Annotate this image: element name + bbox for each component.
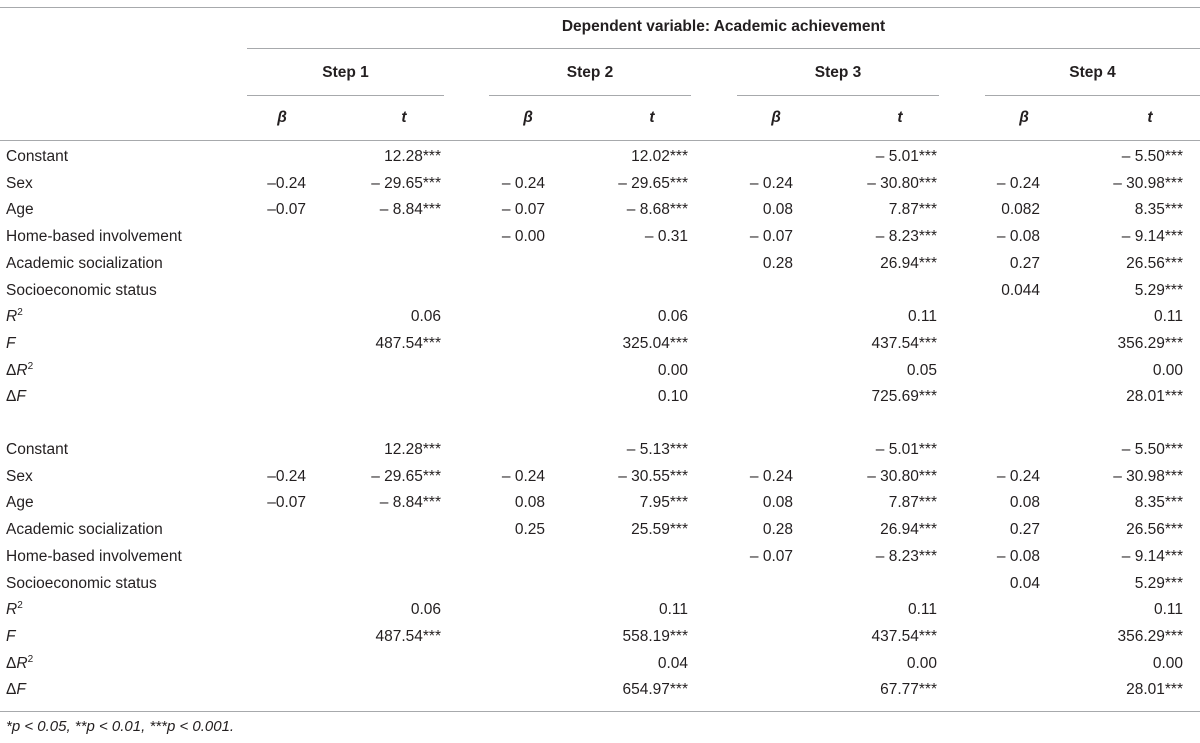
beta-value-cell: 0.08 — [1009, 494, 1040, 512]
beta-header: β — [277, 109, 287, 126]
t-value-cell: – 8.84*** — [379, 201, 441, 219]
row-label: Age — [6, 201, 34, 219]
t-value-cell: 28.01*** — [1126, 681, 1183, 699]
beta-header: β — [1019, 109, 1029, 126]
step-1-header: Step 1 — [322, 64, 369, 81]
row-label: ΔF — [6, 388, 26, 406]
t-value-cell: – 0.31 — [644, 228, 688, 246]
step-3-header: Step 3 — [814, 64, 862, 81]
row-label: F — [6, 334, 16, 352]
row-label: $R^2$ — [6, 307, 23, 326]
beta-value-cell: – 0.24 — [501, 467, 545, 485]
significance-footnote: *p < 0.05, **p < 0.01, ***p < 0.001. — [6, 718, 235, 735]
t-value-cell: 0.11 — [1153, 308, 1183, 326]
row-label: $\Delta R^2$ — [6, 360, 34, 379]
t-header: t — [401, 109, 407, 126]
beta-value-cell: 0.27 — [1009, 254, 1040, 272]
row-label: Sex — [6, 174, 33, 192]
t-value-cell: – 5.50*** — [1121, 441, 1183, 458]
t-value-cell: 0.06 — [410, 308, 441, 326]
beta-value-cell: – 0.24 — [996, 174, 1040, 192]
beta-header: β — [771, 109, 781, 126]
beta-value-cell: – 0.00 — [501, 228, 545, 246]
t-value-cell: – 8.84*** — [379, 494, 441, 512]
t-value-cell: 0.00 — [1152, 361, 1183, 379]
step1-underline — [247, 95, 444, 96]
t-value-cell: 67.77*** — [880, 681, 937, 699]
beta-value-cell: 0.25 — [514, 521, 545, 539]
t-value-cell: – 30.80*** — [867, 174, 937, 192]
t-value-cell: 0.06 — [657, 308, 688, 326]
t-value-cell: – 29.65*** — [371, 467, 441, 485]
step-4-header: Step 4 — [1069, 64, 1116, 81]
top-rule — [0, 7, 1200, 8]
t-value-cell: – 29.65*** — [618, 174, 688, 192]
step-2-header: Step 2 — [566, 64, 614, 81]
t-value-cell: 12.28*** — [384, 148, 441, 165]
dependent-variable-header: Dependent variable: Academic achievement — [561, 18, 886, 35]
t-value-cell: 0.11 — [658, 601, 688, 619]
t-value-cell: – 8.68*** — [626, 201, 688, 219]
beta-value-cell: 0.28 — [762, 254, 793, 272]
t-value-cell: 0.11 — [907, 601, 937, 619]
t-value-cell: 8.35*** — [1134, 201, 1183, 219]
t-value-cell: 26.56*** — [1126, 254, 1183, 272]
beta-value-cell: – 0.08 — [996, 547, 1040, 565]
t-value-cell: 7.87*** — [888, 494, 937, 512]
t-value-cell: 8.35*** — [1134, 494, 1183, 512]
t-value-cell: – 5.01*** — [875, 148, 937, 165]
t-header: t — [897, 109, 903, 126]
row-label: $\Delta R^2$ — [6, 653, 34, 672]
row-label: Sex — [6, 467, 33, 485]
t-value-cell: 558.19*** — [622, 627, 688, 645]
t-value-cell: – 30.98*** — [1113, 467, 1183, 485]
t-value-cell: – 8.23*** — [875, 547, 937, 565]
header-rule — [0, 140, 1200, 141]
t-value-cell: 25.59*** — [631, 521, 688, 539]
beta-value-cell: – 0.07 — [749, 228, 793, 246]
t-value-cell: 356.29*** — [1117, 627, 1183, 645]
t-value-cell: 0.00 — [1152, 654, 1183, 672]
beta-value-cell: – 0.24 — [501, 174, 545, 192]
beta-value-cell: –0.24 — [267, 467, 306, 485]
t-value-cell: 0.05 — [906, 361, 937, 379]
t-value-cell: – 8.23*** — [875, 228, 937, 246]
t-value-cell: 487.54*** — [375, 334, 441, 352]
t-value-cell: – 30.98*** — [1113, 174, 1183, 192]
t-value-cell: 487.54*** — [375, 627, 441, 645]
t-value-cell: 0.06 — [410, 601, 441, 619]
beta-value-cell: 0.082 — [1001, 201, 1040, 219]
t-value-cell: – 5.01*** — [875, 441, 937, 458]
t-value-cell: 26.56*** — [1126, 521, 1183, 539]
row-label: $R^2$ — [6, 600, 23, 619]
t-value-cell: 356.29*** — [1117, 334, 1183, 352]
row-label: Home-based involvement — [6, 228, 182, 246]
beta-value-cell: – 0.08 — [996, 228, 1040, 246]
t-value-cell: 28.01*** — [1126, 388, 1183, 406]
t-value-cell: 725.69*** — [871, 388, 937, 406]
beta-value-cell: – 0.24 — [749, 174, 793, 192]
beta-value-cell: – 0.07 — [501, 201, 545, 219]
beta-header: β — [523, 109, 533, 126]
t-value-cell: 437.54*** — [871, 334, 937, 352]
beta-value-cell: –0.24 — [267, 174, 306, 192]
t-value-cell: 5.29*** — [1134, 574, 1183, 592]
row-label: F — [6, 627, 16, 645]
beta-value-cell: 0.28 — [762, 521, 793, 539]
t-value-cell: 325.04*** — [622, 334, 688, 352]
beta-value-cell: –0.07 — [267, 201, 306, 219]
t-header: t — [649, 109, 655, 126]
t-value-cell: – 5.50*** — [1121, 148, 1183, 165]
row-label: Academic socialization — [6, 254, 163, 272]
dv-underline — [247, 48, 1200, 49]
t-value-cell: 0.00 — [906, 654, 937, 672]
beta-value-cell: 0.04 — [1009, 574, 1040, 592]
t-header: t — [1147, 109, 1153, 126]
t-value-cell: 0.10 — [657, 388, 688, 406]
beta-value-cell: 0.08 — [762, 201, 793, 219]
row-label: Home-based involvement — [6, 547, 182, 565]
t-value-cell: 0.04 — [657, 654, 688, 672]
step2-underline — [489, 95, 691, 96]
t-value-cell: – 9.14*** — [1121, 228, 1183, 246]
step3-underline — [737, 95, 939, 96]
t-value-cell: – 30.55*** — [618, 467, 688, 485]
t-value-cell: 7.87*** — [888, 201, 937, 219]
t-value-cell: 26.94*** — [880, 521, 937, 539]
beta-value-cell: 0.27 — [1009, 521, 1040, 539]
beta-value-cell: 0.08 — [762, 494, 793, 512]
beta-value-cell: – 0.24 — [749, 467, 793, 485]
row-label: Constant — [6, 148, 69, 165]
t-value-cell: 0.11 — [907, 308, 937, 326]
t-value-cell: 437.54*** — [871, 627, 937, 645]
t-value-cell: – 29.65*** — [371, 174, 441, 192]
t-value-cell: 12.02*** — [631, 148, 688, 165]
row-label: Socioeconomic status — [6, 281, 157, 299]
t-value-cell: 654.97*** — [622, 681, 688, 699]
t-value-cell: 26.94*** — [880, 254, 937, 272]
row-label: Constant — [6, 441, 69, 458]
t-value-cell: 0.00 — [657, 361, 688, 379]
beta-value-cell: –0.07 — [267, 494, 306, 512]
row-label: Age — [6, 494, 34, 512]
beta-value-cell: 0.044 — [1001, 281, 1040, 299]
t-value-cell: 7.95*** — [639, 494, 688, 512]
beta-value-cell: – 0.24 — [996, 467, 1040, 485]
beta-value-cell: 0.08 — [514, 494, 545, 512]
t-value-cell: – 30.80*** — [867, 467, 937, 485]
t-value-cell: 5.29*** — [1134, 281, 1183, 299]
t-value-cell: 0.11 — [1153, 601, 1183, 619]
bottom-rule — [0, 711, 1200, 712]
row-label: Socioeconomic status — [6, 574, 157, 592]
step4-underline — [985, 95, 1200, 96]
t-value-cell: – 9.14*** — [1121, 547, 1183, 565]
t-value-cell: – 5.13*** — [626, 441, 688, 458]
row-label: Academic socialization — [6, 521, 163, 539]
t-value-cell: 12.28*** — [384, 441, 441, 458]
beta-value-cell: – 0.07 — [749, 547, 793, 565]
row-label: ΔF — [6, 681, 26, 699]
